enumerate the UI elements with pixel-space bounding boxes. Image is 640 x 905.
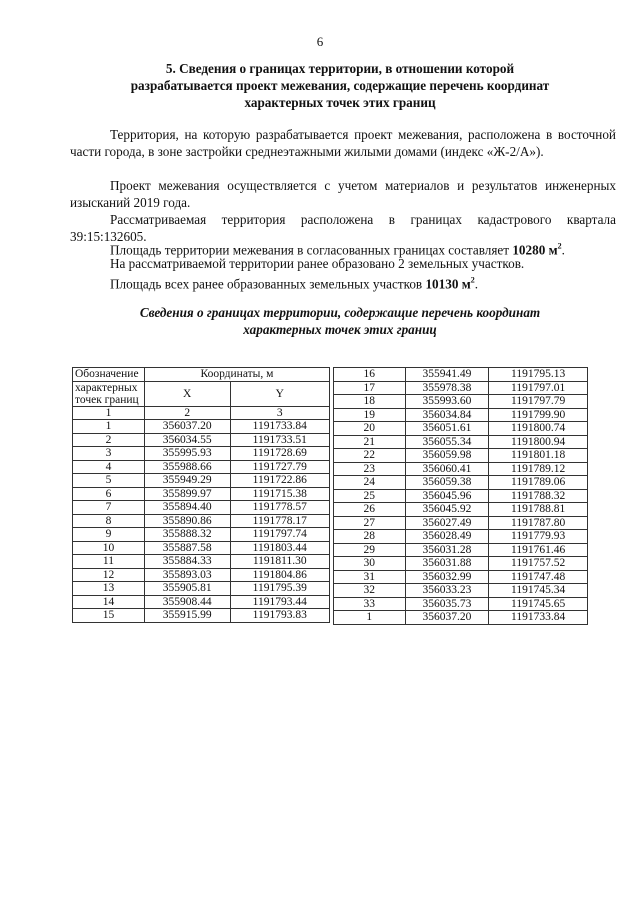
y-coordinate-cell: 1191804.86 bbox=[230, 568, 330, 582]
table-row bbox=[334, 408, 588, 422]
point-number-cell: 1 bbox=[73, 420, 145, 434]
x-coordinate-cell: 356028.49 bbox=[405, 530, 489, 544]
y-coordinate-cell: 1191788.32 bbox=[489, 489, 588, 503]
coordinates-table-right bbox=[333, 367, 588, 625]
table-row bbox=[73, 582, 330, 596]
x-coordinate-cell: 356055.34 bbox=[405, 435, 489, 449]
point-number-cell: 2 bbox=[73, 433, 145, 447]
paragraph-text: Рассматриваемая территория расположена в границах кадастрового квартала 39:15:132605. bbox=[70, 212, 616, 244]
area-value: 10280 м bbox=[512, 242, 558, 258]
x-coordinate-cell: 356037.20 bbox=[405, 611, 489, 625]
table-row bbox=[73, 420, 330, 434]
y-coordinate-cell: 1191795.39 bbox=[230, 582, 330, 596]
x-coordinate-cell: 355894.40 bbox=[144, 501, 230, 515]
x-coordinate-cell: 356051.61 bbox=[405, 422, 489, 436]
plots-area-unit-exponent: 2 bbox=[470, 276, 475, 285]
paragraph-plots-area bbox=[70, 272, 616, 292]
section-heading-line: разрабатывается проект межевания, содержащие перечень координат bbox=[130, 78, 550, 93]
y-coordinate-cell: 1191747.48 bbox=[489, 570, 588, 584]
y-coordinate-cell: 1191722.86 bbox=[230, 474, 330, 488]
point-number-cell: 33 bbox=[334, 597, 406, 611]
section-heading-line: 5. Сведения о границах территории, в отношении которой bbox=[165, 61, 515, 76]
table-row bbox=[334, 516, 588, 530]
y-coordinate-cell: 1191795.13 bbox=[489, 368, 588, 382]
x-coordinate-cell: 356035.73 bbox=[405, 597, 489, 611]
x-coordinate-cell: 356032.99 bbox=[405, 570, 489, 584]
table-row bbox=[334, 449, 588, 463]
paragraph-text: Территория, на которую разрабатывается проект межевания, расположена в восточной части города, в зоне застройки среднеэтажными жилыми домами (индекс «Ж-2/А»). bbox=[70, 127, 616, 159]
coordinates-table-left bbox=[72, 367, 330, 623]
x-coordinate-cell: 356059.38 bbox=[405, 476, 489, 490]
table-row bbox=[73, 474, 330, 488]
table-row bbox=[73, 568, 330, 582]
table-heading bbox=[70, 304, 610, 338]
point-number-cell: 31 bbox=[334, 570, 406, 584]
paragraph-end: . bbox=[561, 242, 565, 258]
y-coordinate-cell: 1191733.84 bbox=[489, 611, 588, 625]
point-number-cell: 6 bbox=[73, 487, 145, 501]
x-coordinate-cell: 355899.97 bbox=[144, 487, 230, 501]
point-number-cell: 18 bbox=[334, 395, 406, 409]
x-coordinate-cell: 356034.55 bbox=[144, 433, 230, 447]
table-row bbox=[334, 476, 588, 490]
section-heading bbox=[70, 60, 610, 111]
table-row bbox=[334, 597, 588, 611]
x-coordinate-cell: 356033.23 bbox=[405, 584, 489, 598]
y-coordinate-cell: 1191797.79 bbox=[489, 395, 588, 409]
table-row bbox=[334, 611, 588, 625]
table-row bbox=[73, 447, 330, 461]
point-number-cell: 21 bbox=[334, 435, 406, 449]
x-coordinate-cell: 356045.96 bbox=[405, 489, 489, 503]
y-coordinate-cell: 1191745.65 bbox=[489, 597, 588, 611]
x-coordinate-cell: 355908.44 bbox=[144, 595, 230, 609]
column-number: 2 bbox=[144, 406, 230, 420]
point-number-cell: 16 bbox=[334, 368, 406, 382]
x-coordinate-cell: 355893.03 bbox=[144, 568, 230, 582]
table-row bbox=[334, 503, 588, 517]
table-row bbox=[73, 541, 330, 555]
x-coordinate-cell: 355905.81 bbox=[144, 582, 230, 596]
point-number-cell: 27 bbox=[334, 516, 406, 530]
x-coordinate-cell: 356027.49 bbox=[405, 516, 489, 530]
table-row bbox=[73, 528, 330, 542]
point-number-cell: 22 bbox=[334, 449, 406, 463]
table-row bbox=[73, 609, 330, 623]
paragraph-text: Площадь всех ранее образованных земельных участков bbox=[110, 276, 426, 292]
point-number-cell: 32 bbox=[334, 584, 406, 598]
y-coordinate-cell: 1191797.01 bbox=[489, 381, 588, 395]
paragraph-text: На рассматриваемой территории ранее образовано 2 земельных участков. bbox=[110, 256, 525, 271]
plots-area-value: 10130 м bbox=[425, 276, 471, 292]
y-coordinate-cell: 1191793.44 bbox=[230, 595, 330, 609]
table-row bbox=[73, 487, 330, 501]
y-coordinate-cell: 1191778.17 bbox=[230, 514, 330, 528]
point-number-cell: 28 bbox=[334, 530, 406, 544]
y-coordinate-cell: 1191728.69 bbox=[230, 447, 330, 461]
point-number-cell: 30 bbox=[334, 557, 406, 571]
column-number: 3 bbox=[230, 406, 330, 420]
paragraph-plots bbox=[70, 255, 616, 272]
point-number-cell: 9 bbox=[73, 528, 145, 542]
point-number-cell: 20 bbox=[334, 422, 406, 436]
x-coordinate-cell: 356031.88 bbox=[405, 557, 489, 571]
table-heading-line: Сведения о границах территории, содержащие перечень координат bbox=[139, 305, 541, 320]
table-row bbox=[73, 501, 330, 515]
point-number-cell: 12 bbox=[73, 568, 145, 582]
x-coordinate-cell: 356045.92 bbox=[405, 503, 489, 517]
table-row bbox=[73, 555, 330, 569]
x-coordinate-cell: 356031.28 bbox=[405, 543, 489, 557]
y-coordinate-cell: 1191803.44 bbox=[230, 541, 330, 555]
point-number-cell: 13 bbox=[73, 582, 145, 596]
x-coordinate-cell: 356059.98 bbox=[405, 449, 489, 463]
point-number-cell: 5 bbox=[73, 474, 145, 488]
x-coordinate-cell: 356037.20 bbox=[144, 420, 230, 434]
y-coordinate-cell: 1191761.46 bbox=[489, 543, 588, 557]
point-number-cell: 19 bbox=[334, 408, 406, 422]
y-coordinate-cell: 1191789.12 bbox=[489, 462, 588, 476]
x-coordinate-cell: 355995.93 bbox=[144, 447, 230, 461]
point-number-cell: 24 bbox=[334, 476, 406, 490]
paragraph-text: Проект межевания осуществляется с учетом материалов и результатов инженерных изысканий 2019 года. bbox=[70, 178, 616, 210]
table-row bbox=[334, 435, 588, 449]
y-coordinate-cell: 1191745.34 bbox=[489, 584, 588, 598]
y-coordinate-cell: 1191787.80 bbox=[489, 516, 588, 530]
table-row bbox=[73, 514, 330, 528]
x-coordinate-cell: 355888.32 bbox=[144, 528, 230, 542]
x-coordinate-cell: 355890.86 bbox=[144, 514, 230, 528]
table-row bbox=[334, 462, 588, 476]
point-number-cell: 11 bbox=[73, 555, 145, 569]
y-coordinate-cell: 1191797.74 bbox=[230, 528, 330, 542]
point-header-line: Обозначение bbox=[73, 368, 145, 382]
x-coordinate-cell: 355941.49 bbox=[405, 368, 489, 382]
y-coordinate-cell: 1191800.94 bbox=[489, 435, 588, 449]
x-coordinate-cell: 355949.29 bbox=[144, 474, 230, 488]
area-unit-exponent: 2 bbox=[557, 242, 562, 251]
y-coordinate-cell: 1191799.90 bbox=[489, 408, 588, 422]
x-coordinate-cell: 356034.84 bbox=[405, 408, 489, 422]
x-coordinate-cell: 355993.60 bbox=[405, 395, 489, 409]
table-row bbox=[73, 460, 330, 474]
paragraph-end: . bbox=[474, 276, 478, 292]
y-coordinate-cell: 1191779.93 bbox=[489, 530, 588, 544]
coords-header: Координаты, м bbox=[144, 368, 329, 382]
x-coordinate-cell: 355978.38 bbox=[405, 381, 489, 395]
table-row bbox=[334, 557, 588, 571]
point-number-cell: 4 bbox=[73, 460, 145, 474]
y-coordinate-cell: 1191800.74 bbox=[489, 422, 588, 436]
table-row bbox=[334, 530, 588, 544]
x-coordinate-cell: 355988.66 bbox=[144, 460, 230, 474]
point-header-line: характерных точек границ bbox=[73, 381, 145, 406]
table-row bbox=[334, 489, 588, 503]
point-number-cell: 14 bbox=[73, 595, 145, 609]
y-header: Y bbox=[230, 381, 330, 406]
y-coordinate-cell: 1191811.30 bbox=[230, 555, 330, 569]
paragraph-territory bbox=[70, 126, 616, 160]
y-coordinate-cell: 1191801.18 bbox=[489, 449, 588, 463]
point-number-cell: 17 bbox=[334, 381, 406, 395]
y-coordinate-cell: 1191733.51 bbox=[230, 433, 330, 447]
point-number-cell: 26 bbox=[334, 503, 406, 517]
point-number-cell: 1 bbox=[334, 611, 406, 625]
paragraph-surveys bbox=[70, 177, 616, 211]
y-coordinate-cell: 1191715.38 bbox=[230, 487, 330, 501]
table-row bbox=[334, 584, 588, 598]
y-coordinate-cell: 1191757.52 bbox=[489, 557, 588, 571]
y-coordinate-cell: 1191788.81 bbox=[489, 503, 588, 517]
point-number-cell: 3 bbox=[73, 447, 145, 461]
table-row bbox=[73, 595, 330, 609]
point-number-cell: 10 bbox=[73, 541, 145, 555]
table-heading-line: характерных точек этих границ bbox=[243, 322, 437, 337]
x-coordinate-cell: 355887.58 bbox=[144, 541, 230, 555]
point-number-cell: 7 bbox=[73, 501, 145, 515]
table-row bbox=[334, 381, 588, 395]
x-coordinate-cell: 355884.33 bbox=[144, 555, 230, 569]
paragraph-text: Площадь территории межевания в согласованных границах составляет bbox=[110, 242, 513, 258]
y-coordinate-cell: 1191733.84 bbox=[230, 420, 330, 434]
x-header: X bbox=[144, 381, 230, 406]
point-number-cell: 15 bbox=[73, 609, 145, 623]
table-row bbox=[73, 433, 330, 447]
point-number-cell: 29 bbox=[334, 543, 406, 557]
table-row bbox=[334, 422, 588, 436]
point-number-cell: 23 bbox=[334, 462, 406, 476]
table-row bbox=[334, 368, 588, 382]
y-coordinate-cell: 1191727.79 bbox=[230, 460, 330, 474]
page-number: 6 bbox=[316, 34, 324, 49]
x-coordinate-cell: 356060.41 bbox=[405, 462, 489, 476]
table-row bbox=[334, 543, 588, 557]
y-coordinate-cell: 1191789.06 bbox=[489, 476, 588, 490]
column-number: 1 bbox=[73, 406, 145, 420]
table-row bbox=[334, 395, 588, 409]
x-coordinate-cell: 355915.99 bbox=[144, 609, 230, 623]
point-number-cell: 8 bbox=[73, 514, 145, 528]
section-heading-line: характерных точек этих границ bbox=[244, 95, 436, 110]
point-number-cell: 25 bbox=[334, 489, 406, 503]
table-row bbox=[334, 570, 588, 584]
y-coordinate-cell: 1191778.57 bbox=[230, 501, 330, 515]
y-coordinate-cell: 1191793.83 bbox=[230, 609, 330, 623]
